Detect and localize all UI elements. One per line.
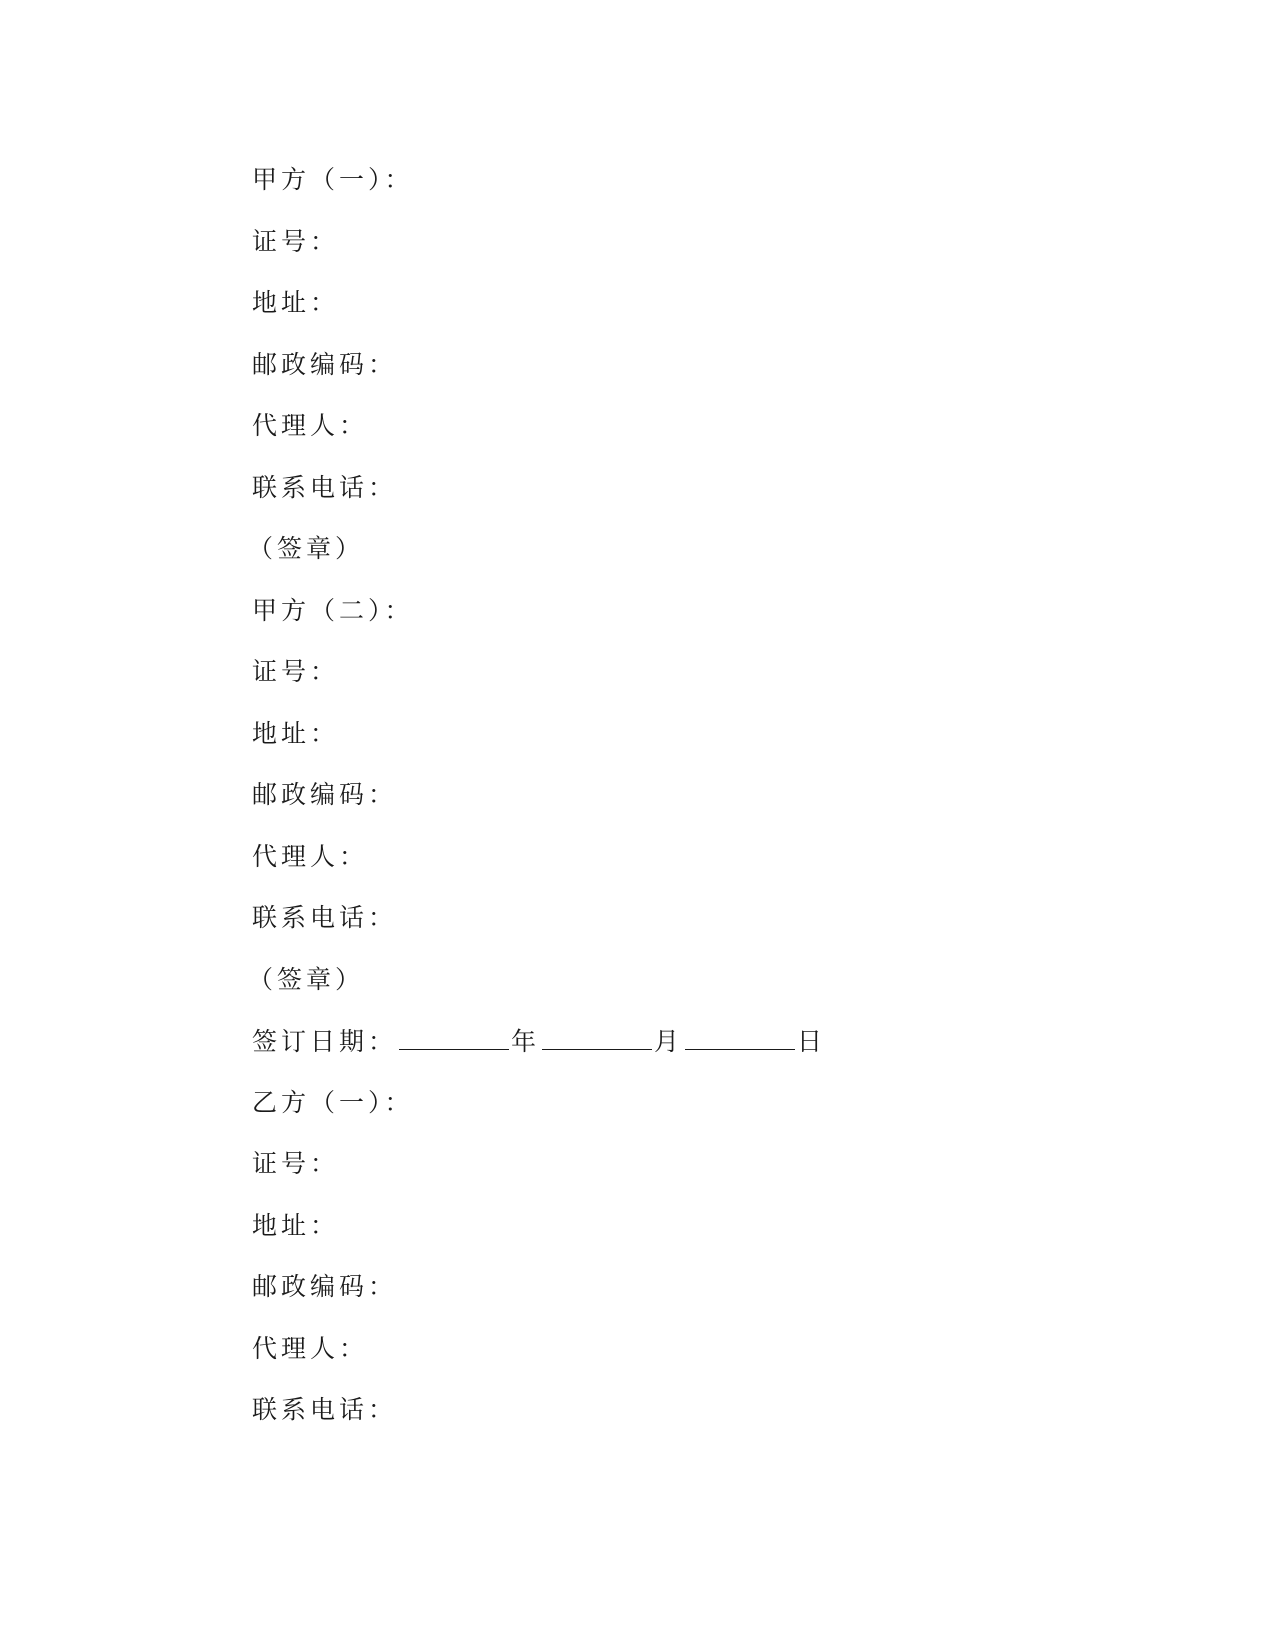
party-b1-id-label: 证号： — [252, 1149, 340, 1178]
party-a1-agent-label: 代理人： — [252, 411, 369, 440]
day-suffix: 日 — [797, 1027, 827, 1056]
party-a1-seal-label: （签章） — [248, 534, 365, 563]
party-a2-header: 甲方（二）： — [252, 595, 414, 625]
party-b1-address-label: 地址： — [252, 1210, 340, 1240]
party-a1-header: 甲方（一）： — [252, 165, 414, 194]
party-a2-phone-label: 联系电话： — [252, 903, 398, 932]
party-a2-id-label: 证号： — [252, 657, 340, 686]
party-b1-phone-label: 联系电话： — [252, 1395, 398, 1424]
party-b1-postal-label: 邮政编码： — [252, 1272, 398, 1301]
form-lines — [248, 158, 1052, 1450]
party-a1-address-label: 地址： — [252, 288, 340, 317]
party-a1-postal-label: 邮政编码： — [252, 349, 398, 379]
party-b1-agent-label: 代理人： — [252, 1333, 369, 1363]
year-suffix: 年 — [511, 1027, 541, 1056]
month-blank[interactable] — [542, 1019, 652, 1050]
party-a1-phone-label: 联系电话： — [252, 472, 398, 502]
party-a1-id-label: 证号： — [252, 226, 340, 256]
party-a2-address-label: 地址： — [252, 718, 340, 748]
party-a2-seal-label: （签章） — [248, 964, 365, 994]
party-a2-postal-label: 邮政编码： — [252, 780, 398, 809]
signing-date-row — [252, 1019, 1052, 1081]
day-blank[interactable] — [685, 1019, 795, 1050]
year-blank[interactable] — [399, 1019, 509, 1050]
signing-date-label: 签订日期： — [252, 1027, 398, 1056]
party-a2-agent-label: 代理人： — [252, 841, 369, 871]
party-b1-header: 乙方（一）： — [252, 1087, 414, 1117]
month-suffix: 月 — [654, 1027, 684, 1056]
